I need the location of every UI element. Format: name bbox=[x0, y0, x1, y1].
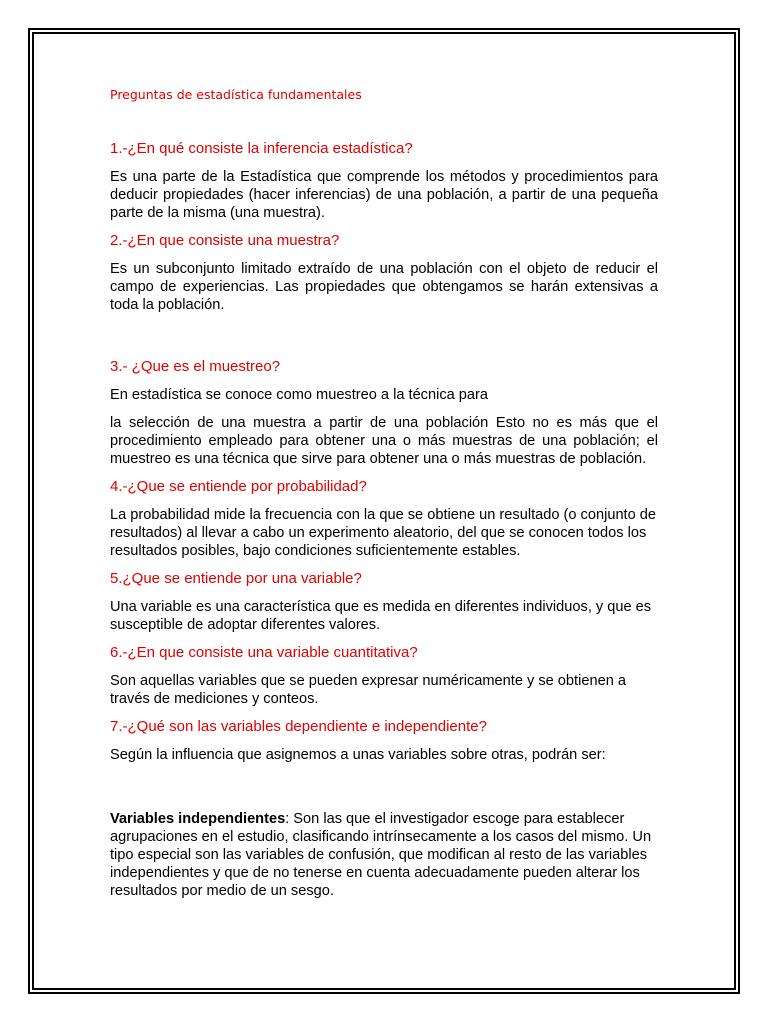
definition-term: Variables independientes bbox=[110, 811, 286, 827]
question-7: 7.-¿Qué son las variables dependiente e independiente? bbox=[110, 718, 487, 735]
question-3: 3.- ¿Que es el muestreo? bbox=[110, 358, 281, 375]
answer-5: Una variable es una característica que es medida en diferentes individuos, y que es susceptible de adoptar diferentes valores. bbox=[110, 599, 652, 633]
question-2: 2.-¿En que consiste una muestra? bbox=[110, 232, 340, 249]
answer-3-intro: En estadística se conoce como muestreo a la técnica para bbox=[110, 387, 489, 403]
question-5: 5.¿Que se entiende por una variable? bbox=[110, 570, 362, 587]
answer-2: Es un subconjunto limitado extraído de una población con el objeto de reducir el campo de experiencias. Las propiedades que obtengamos se harán extensivas a toda la población. bbox=[110, 261, 658, 313]
question-6: 6.-¿En que consiste una variable cuantitativa? bbox=[110, 644, 418, 661]
answer-3: la selección de una muestra a partir de una población Esto no es más que el procedimiento empleado para obtener una o más muestras de una población; el muestreo es una técnica que sirve para obtener una o más muestras de población. bbox=[110, 415, 658, 467]
definition-independent-variables bbox=[110, 810, 658, 900]
answer-6: Son aquellas variables que se pueden expresar numéricamente y se obtienen a través de mediciones y conteos. bbox=[110, 673, 626, 707]
answer-4: La probabilidad mide la frecuencia con la que se obtiene un resultado (o conjunto de resultados) al llevar a cabo un experimento aleatorio, del que se conocen todos los resultados posibles, bajo condiciones suficientemente estables. bbox=[110, 507, 657, 559]
question-4: 4.-¿Que se entiende por probabilidad? bbox=[110, 478, 367, 495]
definition-text: : Son las que el investigador escoge para establecer agrupaciones en el estudio, clasificando intrínsecamente a los casos del mismo. Un tipo especial son las variables de confusión, que modifican al resto de las variables independientes y que de no tenerse en cuenta adecuadamente pueden alterar los resultados por medio de un sesgo. bbox=[110, 811, 652, 899]
document-body bbox=[110, 86, 658, 910]
document-title: Preguntas de estadística fundamentales bbox=[110, 87, 362, 102]
answer-7-intro: Según la influencia que asignemos a unas variables sobre otras, podrán ser: bbox=[110, 747, 606, 763]
question-1: 1.-¿En qué consiste la inferencia estadística? bbox=[110, 140, 413, 157]
answer-1: Es una parte de la Estadística que comprende los métodos y procedimientos para deducir propiedades (hacer inferencias) de una población, a partir de una pequeña parte de la misma (una muestra). bbox=[110, 169, 658, 221]
